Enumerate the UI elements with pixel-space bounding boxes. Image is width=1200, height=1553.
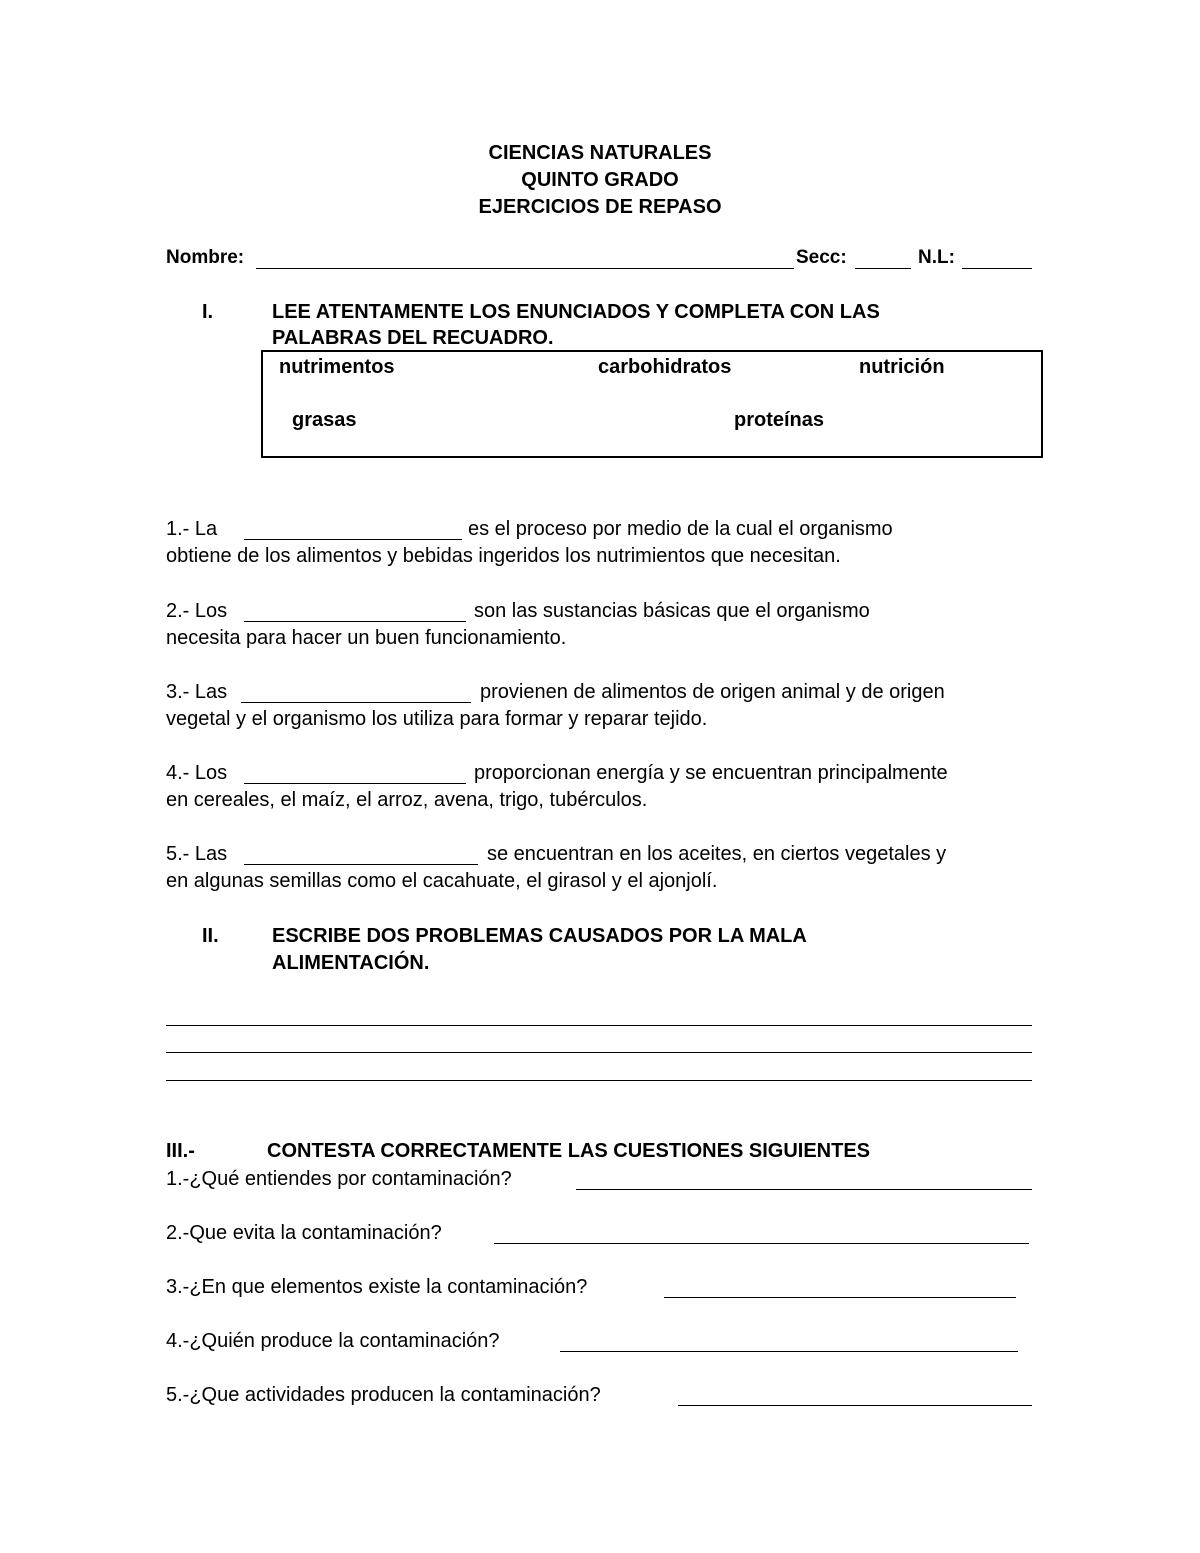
question-text: 4.-¿Quién produce la contaminación? — [166, 1330, 500, 1352]
question-text: 5.-¿Que actividades producen la contaminación? — [166, 1384, 601, 1406]
fill-item-text: son las sustancias básicas que el organismo — [474, 600, 870, 622]
section3-instruction: CONTESTA CORRECTAMENTE LAS CUESTIONES SIGUIENTES — [267, 1140, 870, 1162]
section2-instruction-cont: ALIMENTACIÓN. — [272, 952, 430, 974]
question-text: 1.-¿Qué entiendes por contaminación? — [166, 1168, 512, 1190]
list-number-label: N.L: — [918, 247, 955, 268]
list-number-field[interactable] — [962, 268, 1032, 269]
grade-title: QUINTO GRADO — [521, 169, 679, 191]
section1-instruction: LEE ATENTAMENTE LOS ENUNCIADOS Y COMPLETA CON LAS — [272, 301, 880, 323]
fill-blank[interactable] — [244, 621, 466, 622]
fill-blank[interactable] — [244, 864, 478, 865]
word-bank-item: grasas — [292, 409, 357, 431]
fill-item-prefix: 2.- Los — [166, 600, 228, 622]
word-bank-item: proteínas — [734, 409, 825, 431]
section1-numeral: I. — [202, 301, 214, 323]
section2-instruction: ESCRIBE DOS PROBLEMAS CAUSADOS POR LA MALA — [272, 925, 807, 947]
fill-blank[interactable] — [244, 783, 466, 784]
fill-item-text: proporcionan energía y se encuentran principalmente — [474, 762, 948, 784]
question-answer-line[interactable] — [664, 1297, 1016, 1298]
fill-item-text: vegetal y el organismo los utiliza para formar y reparar tejido. — [166, 708, 708, 730]
worksheet-title: EJERCICIOS DE REPASO — [478, 196, 722, 218]
fill-item-prefix: 3.- Las — [166, 681, 228, 703]
fill-item-text: en algunas semillas como el cacahuate, el girasol y el ajonjolí. — [166, 870, 718, 892]
fill-item-prefix: 5.- Las — [166, 843, 228, 865]
fill-item-text: provienen de alimentos de origen animal y de origen — [480, 681, 945, 703]
fill-item-text: obtiene de los alimentos y bebidas ingeridos los nutrimientos que necesitan. — [166, 545, 841, 567]
section3-numeral: III.- — [166, 1140, 195, 1162]
question-text: 2.-Que evita la contaminación? — [166, 1222, 442, 1244]
question-answer-line[interactable] — [576, 1189, 1032, 1190]
section-label: Secc: — [796, 247, 847, 268]
name-field[interactable] — [256, 268, 794, 269]
fill-item-prefix: 1.- La — [166, 518, 218, 540]
question-text: 3.-¿En que elementos existe la contaminación? — [166, 1276, 588, 1298]
word-bank-item: carbohidratos — [598, 356, 732, 378]
fill-item-prefix: 4.- Los — [166, 762, 228, 784]
word-bank-item: nutrimentos — [279, 356, 395, 378]
fill-item-text: se encuentran en los aceites, en ciertos vegetales y — [487, 843, 947, 865]
fill-item-text: necesita para hacer un buen funcionamiento. — [166, 627, 567, 649]
question-answer-line[interactable] — [678, 1405, 1032, 1406]
section1-instruction-cont: PALABRAS DEL RECUADRO. — [272, 327, 554, 349]
answer-line[interactable] — [166, 1025, 1032, 1026]
name-label: Nombre: — [166, 247, 245, 268]
answer-line[interactable] — [166, 1052, 1032, 1053]
fill-item-text: es el proceso por medio de la cual el organismo — [468, 518, 893, 540]
section2-numeral: II. — [202, 925, 219, 947]
question-answer-line[interactable] — [494, 1243, 1029, 1244]
answer-line[interactable] — [166, 1080, 1032, 1081]
word-bank-item: nutrición — [859, 356, 945, 378]
fill-blank[interactable] — [241, 702, 471, 703]
fill-blank[interactable] — [244, 539, 462, 540]
section-field[interactable] — [855, 268, 911, 269]
question-answer-line[interactable] — [560, 1351, 1018, 1352]
fill-item-text: en cereales, el maíz, el arroz, avena, trigo, tubérculos. — [166, 789, 648, 811]
subject-title: CIENCIAS NATURALES — [488, 142, 712, 164]
